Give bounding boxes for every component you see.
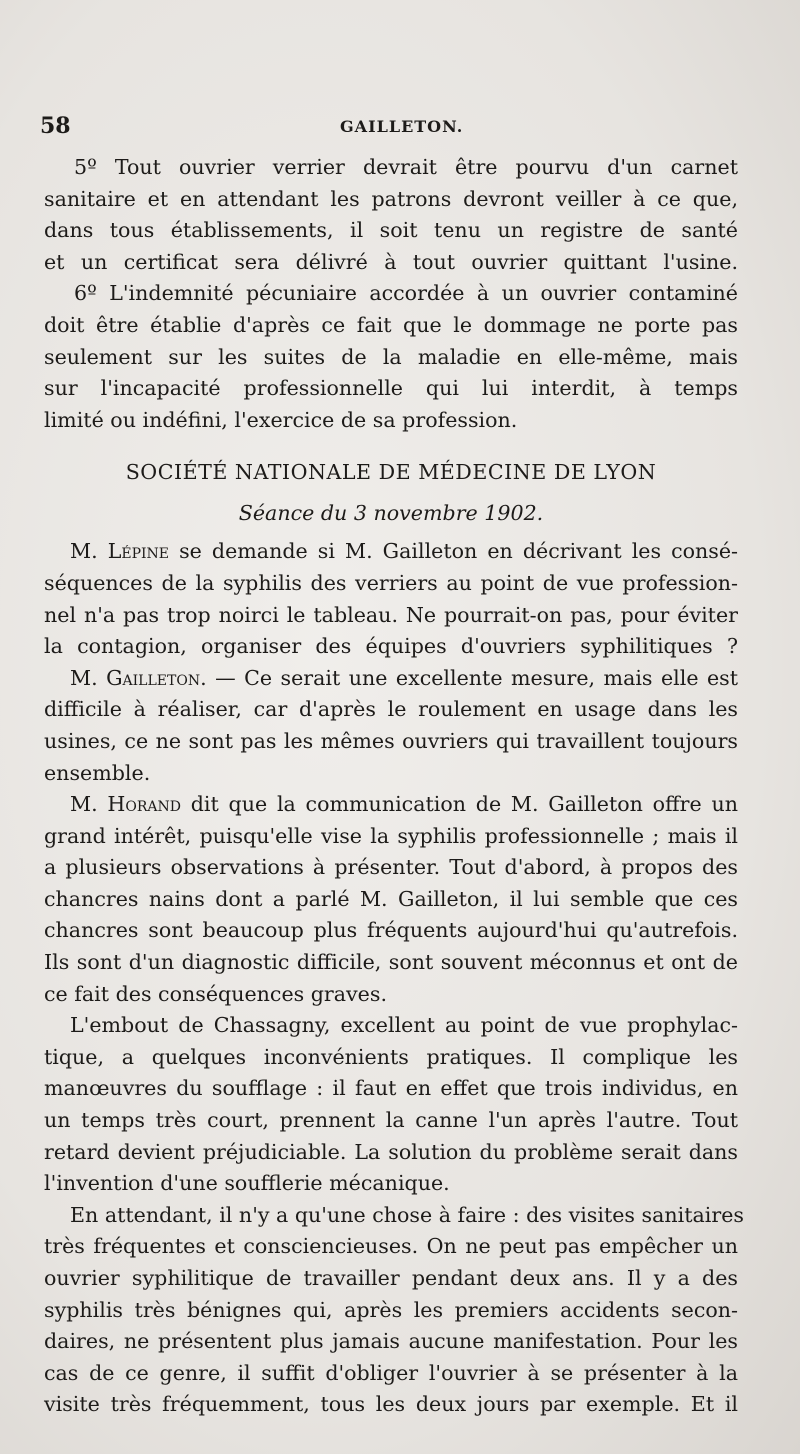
text-line: sanitaire et en attendant les patrons devront veiller à ce que, (44, 186, 738, 211)
page-number: 58 (40, 113, 71, 139)
text-line: limité ou indéfini, l'exercice de sa profession. (44, 407, 518, 432)
page-header (40, 113, 760, 143)
text-line: ensemble. (44, 760, 151, 785)
text-line: seulement sur les suites de la maladie en elle-même, mais (44, 344, 738, 369)
paragraph-lepine (44, 536, 738, 662)
text-line: usines, ce ne sont pas les mêmes ouvriers qui travaillent toujours (44, 728, 738, 753)
speaker-prefix: M. (70, 792, 108, 817)
speaker-name: Lépine (107, 539, 170, 564)
text-line: et un certificat sera délivré à tout ouvrier quittant l'usine. (44, 249, 738, 274)
text-line: chancres nains dont a parlé M. Gailleton, il lui semble que ces (44, 886, 738, 911)
speaker-name: Horand (107, 792, 181, 817)
section-title: SOCIÉTÉ NATIONALE DE MÉDECINE DE LYON (125, 460, 657, 485)
text-line: difficile à réaliser, car d'après le roulement en usage dans les (44, 697, 738, 722)
text-run: se demande si M. Gailleton en décrivant les consé- (169, 539, 738, 564)
running-head: GAILLETON. (340, 117, 464, 136)
paragraph-horand (44, 789, 738, 1010)
text-run: . — Ce serait une excellente mesure, mais elle est (200, 665, 738, 690)
text-run: dit que la communication de M. Gailleton offre un (180, 792, 738, 817)
speaker-name: Gailleton (106, 665, 201, 690)
text-line (44, 789, 738, 821)
text-line: séquences de la syphilis des verriers au point de vue profession- (44, 570, 738, 595)
text-line: Ils sont d'un diagnostic difficile, sont souvent méconnus et ont de (44, 950, 738, 975)
text-line: syphilis très bénignes qui, après les premiers accidents secon- (44, 1297, 738, 1322)
text-line: daires, ne présentent plus jamais aucune manifestation. Pour les (44, 1329, 738, 1354)
text-line: visite très fréquemment, tous les deux jours par exemple. Et il (44, 1392, 738, 1417)
text-line: doit être établie d'après ce fait que le dommage ne porte pas (44, 312, 738, 337)
text-line: un temps très court, prennent la canne l'un après l'autre. Tout (44, 1108, 738, 1133)
text-line: En attendant, il n'y a qu'une chose à faire : des visites sanitaires (70, 1202, 744, 1227)
text-line: L'embout de Chassagny, excellent au point de vue prophylac- (70, 1013, 738, 1038)
text-line: très fréquentes et consciencieuses. On ne peut pas empêcher un (44, 1234, 738, 1259)
speaker-prefix: M. (70, 539, 108, 564)
paragraph-embout (44, 1010, 738, 1200)
text-line: dans tous établissements, il soit tenu un registre de santé (44, 218, 738, 243)
paragraph-gailleton (44, 663, 738, 789)
text-line (44, 536, 738, 568)
text-line: manœuvres du soufflage : il faut en effet que trois individus, en (44, 1076, 738, 1101)
paragraph-5 (44, 152, 738, 278)
speaker-prefix: M. (70, 665, 107, 690)
text-line: chancres sont beaucoup plus fréquents aujourd'hui qu'autrefois. (44, 918, 738, 943)
session-date: Séance du 3 novembre 1902. (238, 501, 544, 526)
text-line: a plusieurs observations à présenter. Tout d'abord, à propos des (44, 855, 738, 880)
text-line: nel n'a pas trop noirci le tableau. Ne pourrait-on pas, pour éviter (44, 602, 738, 627)
paragraph-attendant (44, 1200, 744, 1421)
text-line: grand intérêt, puisqu'elle vise la syphilis professionnelle ; mais il (44, 823, 738, 848)
paragraph-6 (44, 278, 738, 436)
text-line: ouvrier syphilitique de travailler pendant deux ans. Il y a des (44, 1266, 738, 1290)
text-line: cas de ce genre, il suffit d'obliger l'ouvrier à se présenter à la (44, 1360, 738, 1385)
text-line: 5º Tout ouvrier verrier devrait être pourvu d'un carnet (74, 155, 738, 179)
text-line: la contagion, organiser des équipes d'ouvriers syphilitiques ? (44, 634, 738, 659)
text-line: retard devient préjudiciable. La solution du problème serait dans (44, 1139, 738, 1164)
text-line: tique, a quelques inconvénients pratiques. Il complique les (44, 1044, 738, 1069)
text-line: l'invention d'une soufflerie mécanique. (44, 1171, 450, 1196)
text-line: ce fait des conséquences graves. (44, 981, 387, 1006)
text-line (44, 663, 738, 695)
text-line: sur l'incapacité professionnelle qui lui interdit, à temps (44, 376, 738, 401)
text-line: 6º L'indemnité pécuniaire accordée à un ouvrier contaminé (74, 281, 738, 306)
body-text (44, 152, 744, 1421)
